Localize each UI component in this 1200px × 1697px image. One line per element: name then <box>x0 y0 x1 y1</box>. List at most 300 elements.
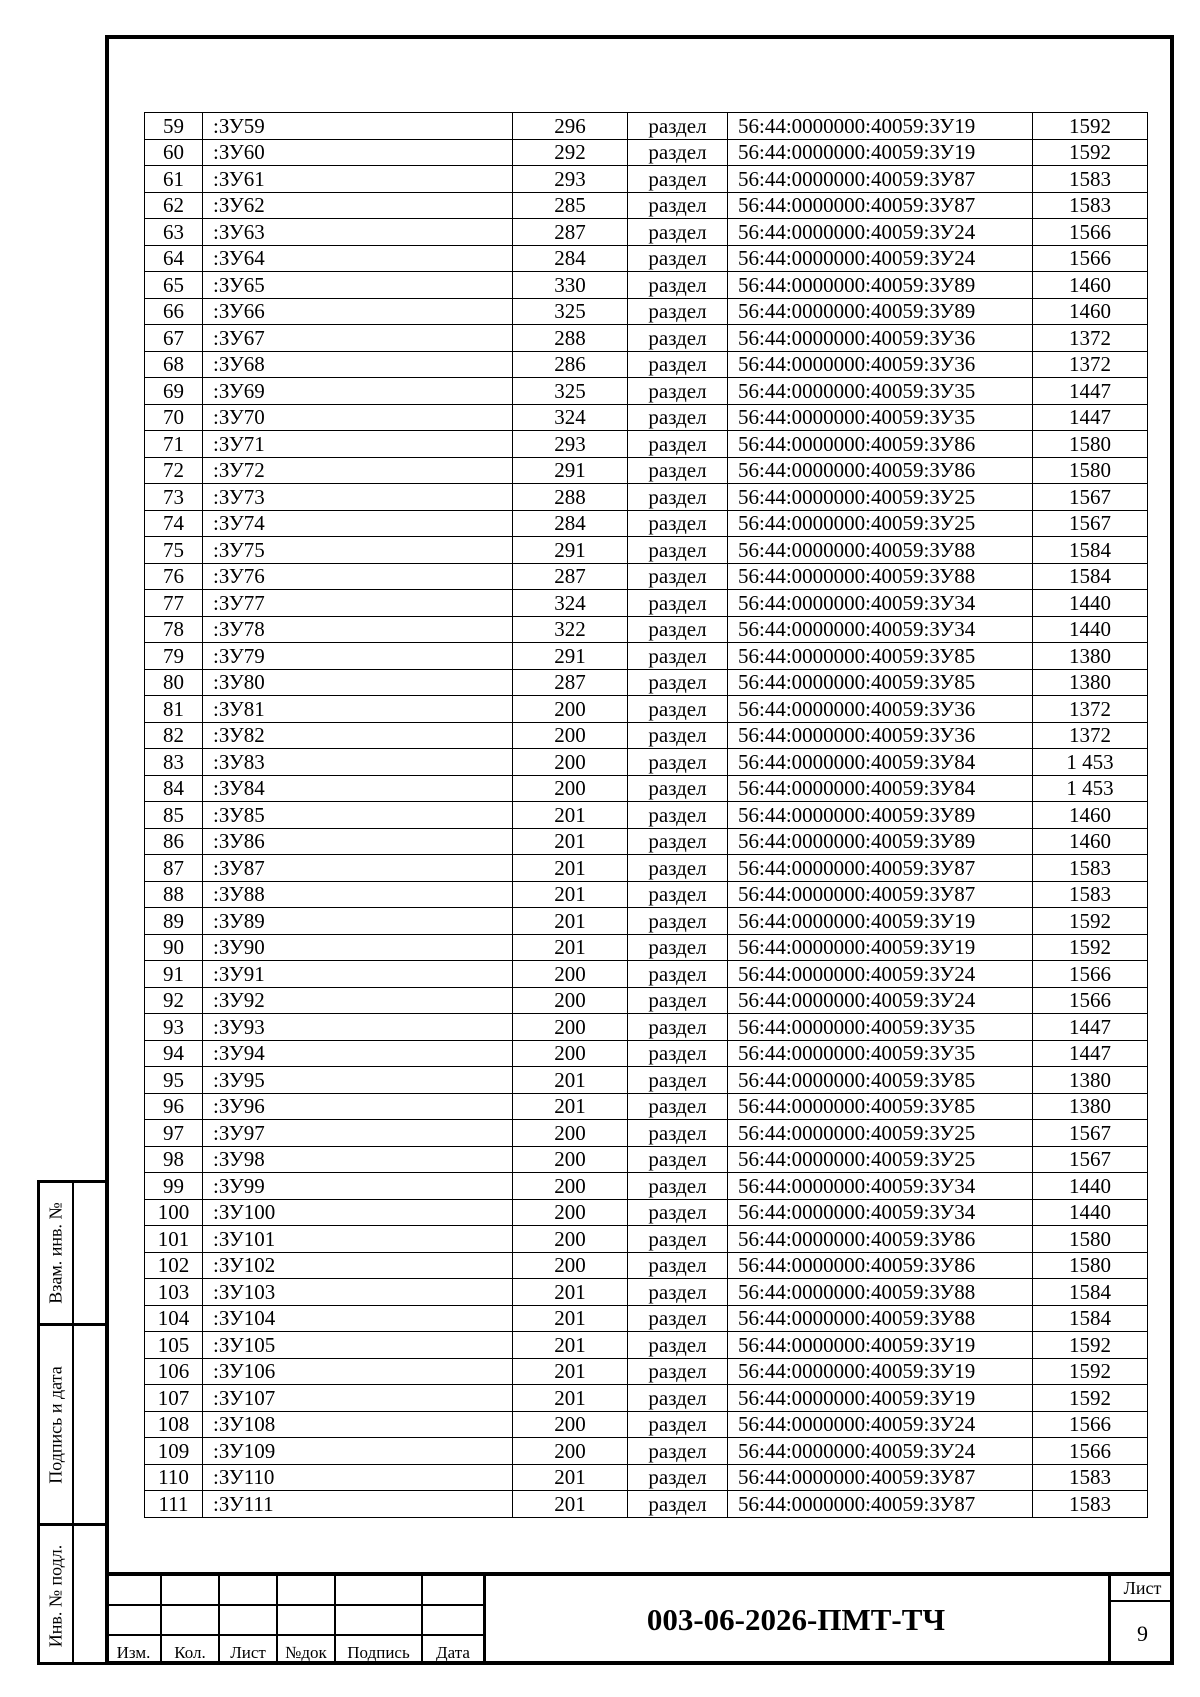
row-number: 73 <box>145 484 203 511</box>
plot-area: 291 <box>513 643 628 670</box>
plot-id: :ЗУ94 <box>203 1040 513 1067</box>
plot-id: :ЗУ106 <box>203 1358 513 1385</box>
table-row <box>145 881 1148 908</box>
plot-id: :ЗУ82 <box>203 722 513 749</box>
table-row <box>145 537 1148 564</box>
plot-area: 293 <box>513 431 628 458</box>
source-cadastral-number: 56:44:0000000:40059:ЗУ36 <box>728 722 1033 749</box>
source-value: 1580 <box>1033 457 1148 484</box>
operation-type: раздел <box>628 722 728 749</box>
plot-id: :ЗУ87 <box>203 855 513 882</box>
plot-area: 201 <box>513 1332 628 1359</box>
plot-area: 200 <box>513 749 628 776</box>
title-block <box>105 1574 1174 1665</box>
operation-type: раздел <box>628 855 728 882</box>
table-row <box>145 1014 1148 1041</box>
source-cadastral-number: 56:44:0000000:40059:ЗУ34 <box>728 590 1033 617</box>
source-value: 1372 <box>1033 696 1148 723</box>
side-label-inv-podl: Инв. № подл. <box>45 1544 66 1647</box>
source-value: 1 453 <box>1033 749 1148 776</box>
source-value: 1567 <box>1033 510 1148 537</box>
table-row <box>145 351 1148 378</box>
table-row <box>145 325 1148 352</box>
source-value: 1460 <box>1033 802 1148 829</box>
operation-type: раздел <box>628 351 728 378</box>
table-row <box>145 802 1148 829</box>
operation-type: раздел <box>628 1067 728 1094</box>
plot-id: :ЗУ111 <box>203 1491 513 1518</box>
source-value: 1583 <box>1033 192 1148 219</box>
side-cell-podpis-data <box>40 1326 105 1526</box>
table-row <box>145 431 1148 458</box>
source-value: 1584 <box>1033 537 1148 564</box>
source-cadastral-number: 56:44:0000000:40059:ЗУ34 <box>728 1173 1033 1200</box>
plot-id: :ЗУ74 <box>203 510 513 537</box>
source-cadastral-number: 56:44:0000000:40059:ЗУ19 <box>728 113 1033 140</box>
operation-type: раздел <box>628 537 728 564</box>
plot-id: :ЗУ102 <box>203 1252 513 1279</box>
plot-id: :ЗУ95 <box>203 1067 513 1094</box>
document-designation: 003-06-2026-ПМТ-ТЧ <box>483 1574 1106 1665</box>
table-row <box>145 510 1148 537</box>
plot-area: 200 <box>513 722 628 749</box>
plot-id: :ЗУ73 <box>203 484 513 511</box>
plot-area: 200 <box>513 961 628 988</box>
source-value: 1584 <box>1033 563 1148 590</box>
table-row <box>145 457 1148 484</box>
operation-type: раздел <box>628 1385 728 1412</box>
source-value: 1566 <box>1033 1411 1148 1438</box>
operation-type: раздел <box>628 1093 728 1120</box>
source-cadastral-number: 56:44:0000000:40059:ЗУ19 <box>728 908 1033 935</box>
source-cadastral-number: 56:44:0000000:40059:ЗУ24 <box>728 1438 1033 1465</box>
plot-area: 325 <box>513 378 628 405</box>
source-cadastral-number: 56:44:0000000:40059:ЗУ87 <box>728 192 1033 219</box>
source-value: 1583 <box>1033 855 1148 882</box>
source-cadastral-number: 56:44:0000000:40059:ЗУ87 <box>728 1491 1033 1518</box>
source-value: 1440 <box>1033 616 1148 643</box>
source-value: 1440 <box>1033 1199 1148 1226</box>
operation-type: раздел <box>628 616 728 643</box>
plot-area: 286 <box>513 351 628 378</box>
row-number: 81 <box>145 696 203 723</box>
plot-area: 201 <box>513 908 628 935</box>
source-value: 1440 <box>1033 1173 1148 1200</box>
operation-type: раздел <box>628 166 728 193</box>
source-cadastral-number: 56:44:0000000:40059:ЗУ87 <box>728 166 1033 193</box>
plot-id: :ЗУ90 <box>203 934 513 961</box>
source-value: 1372 <box>1033 722 1148 749</box>
source-value: 1447 <box>1033 378 1148 405</box>
plot-id: :ЗУ71 <box>203 431 513 458</box>
operation-type: раздел <box>628 934 728 961</box>
source-cadastral-number: 56:44:0000000:40059:ЗУ89 <box>728 272 1033 299</box>
row-number: 75 <box>145 537 203 564</box>
plot-id: :ЗУ79 <box>203 643 513 670</box>
source-cadastral-number: 56:44:0000000:40059:ЗУ34 <box>728 616 1033 643</box>
plot-area: 200 <box>513 696 628 723</box>
table-row <box>145 961 1148 988</box>
row-number: 72 <box>145 457 203 484</box>
source-value: 1460 <box>1033 272 1148 299</box>
revision-header-row <box>106 1635 484 1664</box>
table-row <box>145 749 1148 776</box>
row-number: 78 <box>145 616 203 643</box>
plot-id: :ЗУ70 <box>203 404 513 431</box>
source-value: 1566 <box>1033 1438 1148 1465</box>
row-number: 90 <box>145 934 203 961</box>
source-value: 1592 <box>1033 934 1148 961</box>
operation-type: раздел <box>628 563 728 590</box>
table-row <box>145 1411 1148 1438</box>
table-row <box>145 245 1148 272</box>
row-number: 62 <box>145 192 203 219</box>
source-cadastral-number: 56:44:0000000:40059:ЗУ24 <box>728 987 1033 1014</box>
land-plots-table <box>144 112 1148 1518</box>
plot-area: 291 <box>513 457 628 484</box>
plot-area: 201 <box>513 855 628 882</box>
operation-type: раздел <box>628 245 728 272</box>
sheet-label: Лист <box>1111 1574 1174 1602</box>
row-number: 70 <box>145 404 203 431</box>
table-row <box>145 1279 1148 1306</box>
plot-area: 324 <box>513 404 628 431</box>
table-row <box>145 1067 1148 1094</box>
source-cadastral-number: 56:44:0000000:40059:ЗУ86 <box>728 1226 1033 1253</box>
source-cadastral-number: 56:44:0000000:40059:ЗУ25 <box>728 1120 1033 1147</box>
plot-area: 201 <box>513 802 628 829</box>
row-number: 106 <box>145 1358 203 1385</box>
source-cadastral-number: 56:44:0000000:40059:ЗУ87 <box>728 881 1033 908</box>
plot-area: 200 <box>513 1252 628 1279</box>
table-row <box>145 1438 1148 1465</box>
row-number: 103 <box>145 1279 203 1306</box>
plot-id: :ЗУ61 <box>203 166 513 193</box>
row-number: 93 <box>145 1014 203 1041</box>
plot-id: :ЗУ64 <box>203 245 513 272</box>
source-value: 1447 <box>1033 1014 1148 1041</box>
row-number: 69 <box>145 378 203 405</box>
plot-area: 200 <box>513 1120 628 1147</box>
plot-area: 200 <box>513 1014 628 1041</box>
plot-id: :ЗУ98 <box>203 1146 513 1173</box>
plot-area: 201 <box>513 828 628 855</box>
operation-type: раздел <box>628 643 728 670</box>
plot-id: :ЗУ107 <box>203 1385 513 1412</box>
table-row <box>145 1491 1148 1518</box>
table-row <box>145 722 1148 749</box>
plot-id: :ЗУ80 <box>203 669 513 696</box>
table-row <box>145 1252 1148 1279</box>
plot-id: :ЗУ105 <box>203 1332 513 1359</box>
side-label-vzam-inv: Взам. инв. № <box>45 1202 66 1304</box>
source-cadastral-number: 56:44:0000000:40059:ЗУ24 <box>728 961 1033 988</box>
row-number: 101 <box>145 1226 203 1253</box>
operation-type: раздел <box>628 961 728 988</box>
operation-type: раздел <box>628 272 728 299</box>
operation-type: раздел <box>628 404 728 431</box>
source-value: 1592 <box>1033 1358 1148 1385</box>
source-cadastral-number: 56:44:0000000:40059:ЗУ84 <box>728 775 1033 802</box>
table-row <box>145 590 1148 617</box>
row-number: 105 <box>145 1332 203 1359</box>
plot-area: 200 <box>513 1411 628 1438</box>
plot-area: 201 <box>513 1385 628 1412</box>
plot-id: :ЗУ91 <box>203 961 513 988</box>
row-number: 98 <box>145 1146 203 1173</box>
source-cadastral-number: 56:44:0000000:40059:ЗУ86 <box>728 1252 1033 1279</box>
row-number: 61 <box>145 166 203 193</box>
plot-area: 287 <box>513 563 628 590</box>
plot-id: :ЗУ67 <box>203 325 513 352</box>
source-cadastral-number: 56:44:0000000:40059:ЗУ87 <box>728 1464 1033 1491</box>
plot-area: 285 <box>513 192 628 219</box>
source-value: 1592 <box>1033 1385 1148 1412</box>
row-number: 84 <box>145 775 203 802</box>
revision-row <box>106 1605 484 1635</box>
source-value: 1 453 <box>1033 775 1148 802</box>
row-number: 91 <box>145 961 203 988</box>
plot-id: :ЗУ100 <box>203 1199 513 1226</box>
table-row <box>145 484 1148 511</box>
source-cadastral-number: 56:44:0000000:40059:ЗУ19 <box>728 1358 1033 1385</box>
row-number: 76 <box>145 563 203 590</box>
plot-id: :ЗУ63 <box>203 219 513 246</box>
table-row <box>145 563 1148 590</box>
operation-type: раздел <box>628 510 728 537</box>
source-value: 1592 <box>1033 1332 1148 1359</box>
source-cadastral-number: 56:44:0000000:40059:ЗУ24 <box>728 245 1033 272</box>
row-number: 95 <box>145 1067 203 1094</box>
source-cadastral-number: 56:44:0000000:40059:ЗУ25 <box>728 1146 1033 1173</box>
source-cadastral-number: 56:44:0000000:40059:ЗУ88 <box>728 537 1033 564</box>
header-podpis: Подпись <box>335 1635 422 1664</box>
plot-id: :ЗУ62 <box>203 192 513 219</box>
table-row <box>145 219 1148 246</box>
plot-id: :ЗУ108 <box>203 1411 513 1438</box>
operation-type: раздел <box>628 1040 728 1067</box>
revision-grid <box>105 1574 485 1665</box>
plot-area: 284 <box>513 510 628 537</box>
source-cadastral-number: 56:44:0000000:40059:ЗУ24 <box>728 1411 1033 1438</box>
source-value: 1380 <box>1033 1067 1148 1094</box>
operation-type: раздел <box>628 1358 728 1385</box>
source-value: 1566 <box>1033 219 1148 246</box>
row-number: 82 <box>145 722 203 749</box>
source-cadastral-number: 56:44:0000000:40059:ЗУ88 <box>728 563 1033 590</box>
table-row <box>145 1146 1148 1173</box>
plot-area: 293 <box>513 166 628 193</box>
operation-type: раздел <box>628 908 728 935</box>
plot-area: 201 <box>513 1358 628 1385</box>
table-row <box>145 1120 1148 1147</box>
operation-type: раздел <box>628 749 728 776</box>
plot-id: :ЗУ60 <box>203 139 513 166</box>
plot-area: 200 <box>513 1226 628 1253</box>
plot-id: :ЗУ109 <box>203 1438 513 1465</box>
operation-type: раздел <box>628 987 728 1014</box>
row-number: 89 <box>145 908 203 935</box>
table-row <box>145 669 1148 696</box>
plot-area: 200 <box>513 1173 628 1200</box>
table-row <box>145 1040 1148 1067</box>
plot-id: :ЗУ68 <box>203 351 513 378</box>
land-plots-table-body <box>145 113 1148 1518</box>
table-row <box>145 1093 1148 1120</box>
operation-type: раздел <box>628 1199 728 1226</box>
row-number: 110 <box>145 1464 203 1491</box>
plot-id: :ЗУ110 <box>203 1464 513 1491</box>
row-number: 87 <box>145 855 203 882</box>
table-row <box>145 1226 1148 1253</box>
source-value: 1447 <box>1033 404 1148 431</box>
plot-area: 292 <box>513 139 628 166</box>
plot-area: 201 <box>513 934 628 961</box>
plot-id: :ЗУ69 <box>203 378 513 405</box>
source-cadastral-number: 56:44:0000000:40059:ЗУ89 <box>728 298 1033 325</box>
source-value: 1580 <box>1033 431 1148 458</box>
source-value: 1592 <box>1033 139 1148 166</box>
row-number: 59 <box>145 113 203 140</box>
plot-area: 201 <box>513 1464 628 1491</box>
operation-type: раздел <box>628 590 728 617</box>
source-value: 1583 <box>1033 166 1148 193</box>
plot-id: :ЗУ84 <box>203 775 513 802</box>
source-cadastral-number: 56:44:0000000:40059:ЗУ87 <box>728 855 1033 882</box>
plot-id: :ЗУ66 <box>203 298 513 325</box>
plot-id: :ЗУ96 <box>203 1093 513 1120</box>
revision-row <box>106 1575 484 1605</box>
row-number: 97 <box>145 1120 203 1147</box>
row-number: 108 <box>145 1411 203 1438</box>
plot-area: 201 <box>513 881 628 908</box>
plot-id: :ЗУ104 <box>203 1305 513 1332</box>
source-cadastral-number: 56:44:0000000:40059:ЗУ19 <box>728 1332 1033 1359</box>
operation-type: раздел <box>628 113 728 140</box>
source-value: 1580 <box>1033 1226 1148 1253</box>
operation-type: раздел <box>628 192 728 219</box>
operation-type: раздел <box>628 1332 728 1359</box>
plot-id: :ЗУ72 <box>203 457 513 484</box>
source-cadastral-number: 56:44:0000000:40059:ЗУ19 <box>728 139 1033 166</box>
source-value: 1592 <box>1033 908 1148 935</box>
source-cadastral-number: 56:44:0000000:40059:ЗУ86 <box>728 431 1033 458</box>
operation-type: раздел <box>628 139 728 166</box>
source-value: 1372 <box>1033 325 1148 352</box>
plot-id: :ЗУ97 <box>203 1120 513 1147</box>
plot-area: 288 <box>513 325 628 352</box>
row-number: 60 <box>145 139 203 166</box>
table-row <box>145 113 1148 140</box>
plot-area: 284 <box>513 245 628 272</box>
operation-type: раздел <box>628 325 728 352</box>
source-cadastral-number: 56:44:0000000:40059:ЗУ35 <box>728 1040 1033 1067</box>
plot-area: 291 <box>513 537 628 564</box>
row-number: 100 <box>145 1199 203 1226</box>
source-value: 1440 <box>1033 590 1148 617</box>
plot-area: 201 <box>513 1305 628 1332</box>
operation-type: раздел <box>628 1491 728 1518</box>
plot-area: 296 <box>513 113 628 140</box>
source-cadastral-number: 56:44:0000000:40059:ЗУ19 <box>728 934 1033 961</box>
side-stamp <box>37 1180 105 1665</box>
plot-area: 200 <box>513 1040 628 1067</box>
source-value: 1567 <box>1033 1146 1148 1173</box>
plot-id: :ЗУ81 <box>203 696 513 723</box>
plot-id: :ЗУ86 <box>203 828 513 855</box>
source-cadastral-number: 56:44:0000000:40059:ЗУ85 <box>728 643 1033 670</box>
plot-area: 201 <box>513 1491 628 1518</box>
side-cell-inv-podl <box>40 1526 105 1665</box>
operation-type: раздел <box>628 298 728 325</box>
row-number: 94 <box>145 1040 203 1067</box>
plot-id: :ЗУ103 <box>203 1279 513 1306</box>
source-cadastral-number: 56:44:0000000:40059:ЗУ88 <box>728 1305 1033 1332</box>
row-number: 109 <box>145 1438 203 1465</box>
source-cadastral-number: 56:44:0000000:40059:ЗУ19 <box>728 1385 1033 1412</box>
source-value: 1567 <box>1033 484 1148 511</box>
plot-area: 200 <box>513 1199 628 1226</box>
operation-type: раздел <box>628 378 728 405</box>
table-row <box>145 696 1148 723</box>
plot-area: 322 <box>513 616 628 643</box>
table-row <box>145 139 1148 166</box>
row-number: 88 <box>145 881 203 908</box>
plot-id: :ЗУ65 <box>203 272 513 299</box>
row-number: 71 <box>145 431 203 458</box>
header-list: Лист <box>219 1635 277 1664</box>
plot-id: :ЗУ76 <box>203 563 513 590</box>
operation-type: раздел <box>628 219 728 246</box>
header-izm: Изм. <box>106 1635 161 1664</box>
row-number: 99 <box>145 1173 203 1200</box>
source-cadastral-number: 56:44:0000000:40059:ЗУ85 <box>728 1093 1033 1120</box>
plot-id: :ЗУ59 <box>203 113 513 140</box>
source-cadastral-number: 56:44:0000000:40059:ЗУ24 <box>728 219 1033 246</box>
table-row <box>145 1358 1148 1385</box>
source-cadastral-number: 56:44:0000000:40059:ЗУ36 <box>728 696 1033 723</box>
plot-id: :ЗУ89 <box>203 908 513 935</box>
source-cadastral-number: 56:44:0000000:40059:ЗУ25 <box>728 484 1033 511</box>
side-label-podpis-data: Подпись и дата <box>45 1365 66 1484</box>
source-cadastral-number: 56:44:0000000:40059:ЗУ89 <box>728 828 1033 855</box>
row-number: 102 <box>145 1252 203 1279</box>
plot-id: :ЗУ101 <box>203 1226 513 1253</box>
operation-type: раздел <box>628 1252 728 1279</box>
operation-type: раздел <box>628 484 728 511</box>
table-row <box>145 1199 1148 1226</box>
operation-type: раздел <box>628 1279 728 1306</box>
sheet-number: 9 <box>1137 1621 1148 1646</box>
source-cadastral-number: 56:44:0000000:40059:ЗУ85 <box>728 1067 1033 1094</box>
table-row <box>145 192 1148 219</box>
operation-type: раздел <box>628 1464 728 1491</box>
plot-id: :ЗУ99 <box>203 1173 513 1200</box>
source-cadastral-number: 56:44:0000000:40059:ЗУ35 <box>728 404 1033 431</box>
source-value: 1460 <box>1033 828 1148 855</box>
row-number: 104 <box>145 1305 203 1332</box>
table-row <box>145 855 1148 882</box>
plot-id: :ЗУ75 <box>203 537 513 564</box>
source-cadastral-number: 56:44:0000000:40059:ЗУ85 <box>728 669 1033 696</box>
plot-area: 201 <box>513 1279 628 1306</box>
row-number: 107 <box>145 1385 203 1412</box>
plot-id: :ЗУ88 <box>203 881 513 908</box>
table-row <box>145 775 1148 802</box>
operation-type: раздел <box>628 431 728 458</box>
plot-area: 201 <box>513 1093 628 1120</box>
plot-area: 200 <box>513 1438 628 1465</box>
